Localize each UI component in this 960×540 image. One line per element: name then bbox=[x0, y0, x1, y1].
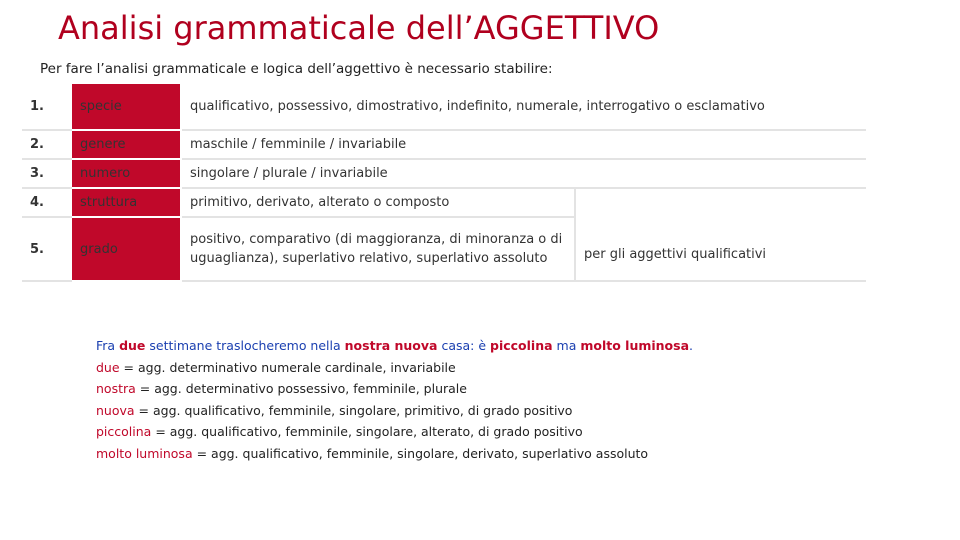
sentence-part: ma bbox=[552, 338, 581, 353]
table-row bbox=[22, 159, 866, 188]
row-number: 2. bbox=[22, 130, 71, 159]
row-category: genere bbox=[71, 130, 181, 159]
page-title: Analisi grammaticale dell’AGGETTIVO bbox=[58, 9, 660, 47]
row-category: struttura bbox=[71, 188, 181, 217]
row-category: grado bbox=[71, 217, 181, 281]
analysis-line bbox=[96, 400, 693, 422]
sentence-part: Fra bbox=[96, 338, 120, 353]
row-number: 3. bbox=[22, 159, 71, 188]
analysis-text: = agg. qualificativo, femminile, singolare, primitivo, di grado positivo bbox=[134, 402, 573, 418]
example-sentence bbox=[96, 335, 693, 357]
note-text: per gli aggettivi qualificativi bbox=[584, 247, 767, 262]
sentence-part: settimane traslocheremo nella bbox=[145, 338, 345, 353]
analysis-text: = agg. qualificativo, femminile, singolare, alterato, di grado positivo bbox=[151, 424, 583, 439]
sentence-part: . bbox=[689, 338, 693, 353]
analysis-text: = agg. determinativo possessivo, femminile, plurale bbox=[135, 381, 467, 396]
highlight-word: molto luminosa bbox=[580, 338, 690, 353]
row-number: 5. bbox=[22, 217, 71, 281]
row-number: 1. bbox=[22, 84, 71, 130]
analysis-word: nuova bbox=[96, 402, 135, 418]
row-description: maschile / femminile / invariabile bbox=[181, 130, 866, 159]
intro-text: Per fare l’analisi grammaticale e logica dell’aggettivo è necessario stabilire: bbox=[40, 61, 553, 77]
row-description: positivo, comparativo (di maggioranza, di minoranza o di uguaglianza), superlativo relativo, superlativo assoluto bbox=[181, 217, 575, 281]
analysis-word: nostra bbox=[96, 381, 136, 396]
analysis-word: due bbox=[96, 359, 120, 375]
table-row bbox=[22, 188, 866, 217]
row-description: singolare / plurale / invariabile bbox=[181, 159, 866, 188]
row-description: qualificativo, possessivo, dimostrativo, indefinito, numerale, interrogativo o esclamativo bbox=[181, 84, 866, 130]
analysis-line bbox=[96, 421, 693, 443]
highlight-word: due bbox=[119, 338, 146, 353]
row-category: numero bbox=[71, 159, 181, 188]
analysis-text: = agg. determinativo numerale cardinale, invariabile bbox=[119, 359, 456, 375]
row-description: primitivo, derivato, alterato o composto bbox=[181, 188, 575, 217]
analysis-line bbox=[96, 378, 693, 400]
table-row bbox=[22, 130, 866, 159]
row-category: specie bbox=[71, 84, 181, 130]
qualifying-note bbox=[575, 188, 866, 281]
highlight-word: nostra nuova bbox=[344, 338, 438, 353]
adjective-table bbox=[22, 84, 866, 282]
analysis-line bbox=[96, 357, 693, 379]
highlight-word: piccolina bbox=[490, 338, 553, 353]
table-row bbox=[22, 84, 866, 130]
example-block bbox=[96, 335, 693, 464]
row-number: 4. bbox=[22, 188, 71, 217]
analysis-word: piccolina bbox=[96, 424, 152, 439]
analysis-text: = agg. qualificativo, femminile, singolare, derivato, superlativo assoluto bbox=[192, 445, 649, 461]
sentence-part: casa: è bbox=[437, 338, 490, 353]
analysis-line bbox=[96, 443, 693, 465]
analysis-word: molto luminosa bbox=[96, 445, 193, 461]
